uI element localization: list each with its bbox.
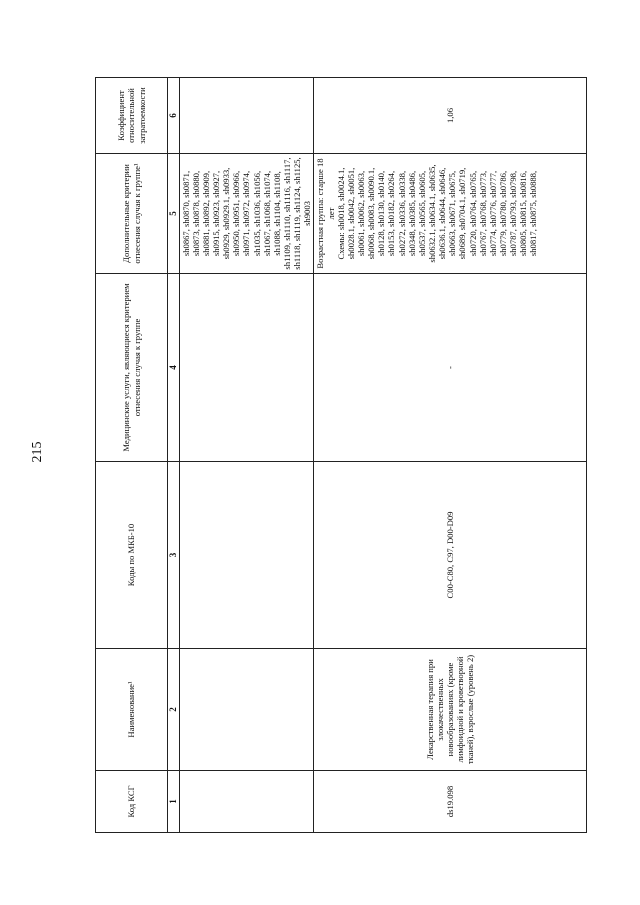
- column-number: 6: [168, 78, 180, 154]
- column-number: 3: [168, 462, 180, 649]
- table-row-ds19-098: [314, 78, 587, 833]
- cell-coefficient-empty: [179, 78, 314, 154]
- table-header-row: [96, 78, 168, 833]
- header-services: Медицинские услуги, являющиеся критерием отнесения случая к группе: [96, 274, 168, 462]
- cell-services: -: [314, 274, 587, 462]
- header-criteria: Дополнительные критерии отнесения случая к группе¹: [96, 154, 168, 274]
- column-number: 4: [168, 274, 180, 462]
- criteria-schemes: Схемы: sh0018, sh0024.1, sh0028.1, sh0042, sh0051, sh0061, sh0062, sh0063, sh0068, sh0083, sh0090.1, sh0128, sh0130, sh0140, sh0153, sh0182, sh0264, sh0272, sh0336, sh0338, sh0348, sh0385, sh0486, sh0537, sh0565, sh0605, sh0632.1, sh0634.1, sh0635, sh0636.1, sh0644, sh0646, sh0663, sh0671, sh0675, sh0689, sh0704.1, sh0719, sh0720, sh0764, sh0765, sh0767, sh0768, sh0773, sh0774, sh0776, sh0777, sh0779, sh0780, sh0786, sh0787, sh0793, sh0798, sh0805, sh0815, sh0816, sh0817, sh0875, sh0888,: [335, 164, 539, 263]
- header-ksg-code: Код КСГ: [96, 771, 168, 833]
- table-row-continued: [179, 78, 314, 833]
- cell-criteria-continued: sh0867, sh0870, sh0871, sh0873, sh0878, sh0880, sh0881, sh0892, sh0909, sh0915, sh0923, sh0927, sh0929, sh0929.1, sh0933, sh0950, sh0951, sh0966, sh0971, sh0972, sh0974, sh1035, sh1036, sh1056, sh1067, sh1068, sh1074, sh1088, sh1104, sh1108, sh1109, sh1110, sh1116, sh1117, sh1118, sh1119, sh1124, sh1125, sh9003: [179, 154, 314, 274]
- ksg-table: [95, 77, 587, 833]
- rotated-page-table: [95, 78, 587, 833]
- column-number-row: [168, 78, 180, 833]
- criteria-age-group: Возрастная группа: старше 18 лет: [315, 158, 336, 269]
- header-icd-codes: Коды по МКБ-10: [96, 462, 168, 649]
- cell-name-empty: [179, 649, 314, 771]
- cell-criteria: [314, 154, 587, 274]
- page-number: 215: [30, 441, 45, 463]
- cell-code-empty: [179, 771, 314, 833]
- column-number: 2: [168, 649, 180, 771]
- column-number: 1: [168, 771, 180, 833]
- header-coefficient: Коэффициент относительной затратоемкости: [96, 78, 168, 154]
- column-number: 5: [168, 154, 180, 274]
- cell-icd-empty: [179, 462, 314, 649]
- header-name: Наименование¹: [96, 649, 168, 771]
- cell-coefficient: 1,06: [314, 78, 587, 154]
- cell-icd-codes: C00-C80, C97, D00-D09: [314, 462, 587, 649]
- cell-services-empty: [179, 274, 314, 462]
- cell-ksg-code: ds19.098: [314, 771, 587, 833]
- cell-ksg-name: Лекарственная терапия при злокачественных новообразованиях (кроме лимфоидной и кроветворной тканей), взрослые (уровень 2): [314, 649, 587, 771]
